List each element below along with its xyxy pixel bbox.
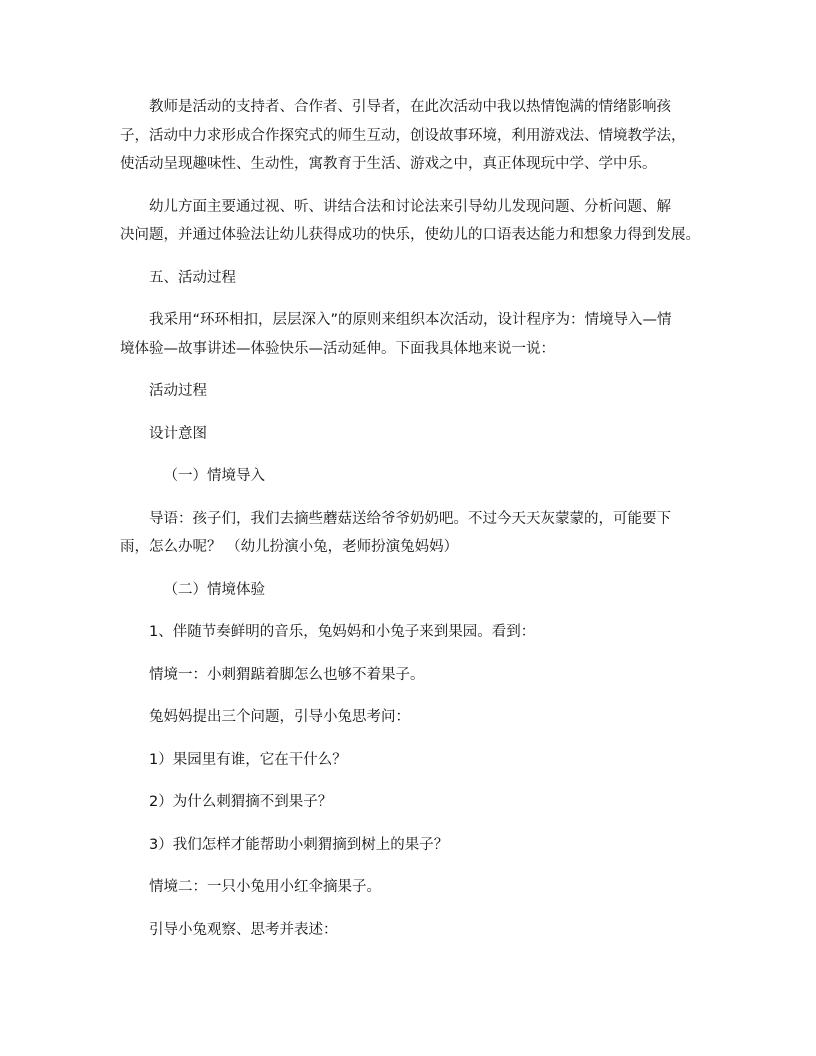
text-line: 决问题，并通过体验法让幼儿获得成功的快乐，使幼儿的口语表达能力和想象力得到发展。: [120, 227, 700, 243]
paragraph-children-methods: [120, 193, 700, 250]
text-line: 子，活动中力求形成合作探究式的师生互动，创设故事环境，利用游戏法、情境教学法，: [120, 127, 686, 144]
paragraph-design-procedure: [120, 306, 700, 363]
text-line: 我采用“环环相扣，层层深入”的原则来组织本次活动，设计程序为：情境导入—情: [149, 312, 672, 328]
text-line: 3）我们怎样才能帮助小刺猬摘到树上的果子？: [149, 836, 449, 853]
text-line: 导语：孩子们，我们去摘些蘑菇送给爷爷奶奶吧。不过今天天灰蒙蒙的，可能要下: [149, 510, 671, 527]
paragraph-scene-one: [120, 661, 700, 690]
paragraph-step-1: [120, 618, 700, 647]
text-line: 教师是活动的支持者、合作者、引导者，在此次活动中我以热情饱满的情绪影响孩: [149, 99, 671, 115]
text-line: 幼儿方面主要通过视、听、讲结合法和讨论法来引导幼儿发现问题、分析问题、解: [149, 198, 671, 215]
subheading-text: （二）情境体验: [163, 581, 265, 598]
subheading-text: （一）情境导入: [163, 468, 265, 484]
paragraph-scene-two: [120, 873, 700, 902]
section-heading-activity-process: [120, 264, 700, 293]
subheading-scene-experience: [120, 576, 700, 605]
paragraph-teacher-role: [120, 93, 700, 179]
list-item-question-1: [120, 746, 700, 775]
document-body: [120, 93, 700, 958]
heading-text: 五、活动过程: [149, 269, 236, 286]
list-item-question-2: [120, 788, 700, 817]
paragraph-three-questions: [120, 703, 700, 732]
label-activity-process: [120, 377, 700, 406]
text-line: 情境一：小刺猬踮着脚怎么也够不着果子。: [149, 666, 425, 683]
subheading-scene-intro: [120, 462, 700, 491]
text-line: 雨，怎么办呢？ （幼儿扮演小兔，老师扮演兔妈妈）: [120, 539, 459, 555]
text-line: 设计意图: [149, 425, 207, 442]
paragraph-intro-speech: [120, 505, 700, 562]
paragraph-guide-observe: [120, 916, 700, 945]
text-line: 使活动呈现趣味性、生动性，寓教育于生活、游戏之中，真正体现玩中学、学中乐。: [120, 156, 657, 172]
text-line: 1、伴随节奏鲜明的音乐，兔妈妈和小兔子来到果园。看到：: [149, 624, 536, 640]
text-line: 2）为什么刺猬摘不到果子？: [149, 794, 333, 810]
text-line: 引导小兔观察、思考并表述：: [149, 921, 338, 938]
text-line: 境体验—故事讲述—体验快乐—活动延伸。下面我具体地来说一说：: [120, 340, 555, 357]
text-line: 活动过程: [149, 383, 207, 399]
text-line: 兔妈妈提出三个问题，引导小兔思考问：: [149, 709, 410, 725]
text-line: 1）果园里有谁，它在干什么？: [149, 751, 347, 768]
text-line: 情境二：一只小兔用小红伞摘果子。: [149, 879, 381, 895]
label-design-intent: [120, 420, 700, 449]
list-item-question-3: [120, 831, 700, 860]
